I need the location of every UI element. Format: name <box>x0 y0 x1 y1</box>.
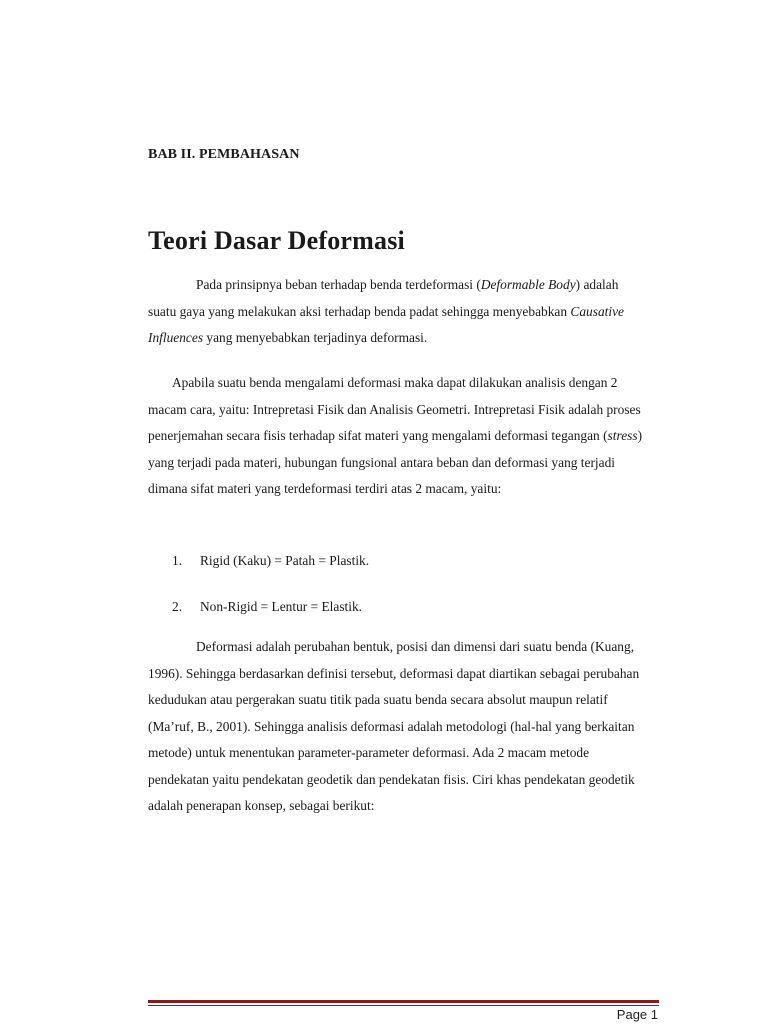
section-title: Teori Dasar Deformasi <box>148 226 405 255</box>
paragraph-1-italic-b: Causative Influences <box>148 303 624 345</box>
paragraph-2-italic-a: stress <box>607 428 638 443</box>
paragraph-2-text-b: ) yang terjadi pada materi, hubungan fungsional antara beban dan deformasi yang terjadi dimana sifat materi yang terdeformasi terdiri atas 2 macam, yaitu: <box>148 428 643 496</box>
paragraph-1-text-b: ) adalah suatu gaya yang melakukan aksi terhadap benda padat sehingga menyebabkan <box>148 277 619 319</box>
list-item-text: Non-Rigid = Lentur = Elastik. <box>200 599 363 614</box>
chapter-heading: BAB II. PEMBAHASAN <box>148 147 300 162</box>
list-item <box>172 597 362 617</box>
footer-rule <box>148 1000 659 1003</box>
list-item-text: Rigid (Kaku) = Patah = Plastik. <box>200 553 370 568</box>
paragraph-3-text: Deformasi adalah perubahan bentuk, posisi dan dimensi dari suatu benda (Kuang, 1996). Sehingga berdasarkan definisi tersebut, deformasi dapat diartikan sebagai perubahan kedudukan atau pergerakan suatu titik pada suatu benda secara absolut maupun relatif (Ma’ruf, B., 2001). Sehingga analisis deformasi adalah metodologi (hal-hal yang berkaitan metode) untuk menentukan parameter-parameter deformasi. Ada 2 macam metode pendekatan yaitu pendekatan geodetik dan pendekatan fisis. Ciri khas pendekatan geodetik adalah penerapan konsep, sebagai berikut: <box>148 639 640 813</box>
paragraph-1 <box>148 272 648 352</box>
list-item <box>172 551 369 571</box>
paragraph-1-text-a: Pada prinsipnya beban terhadap benda terdeformasi ( <box>196 277 481 292</box>
paragraph-3 <box>148 634 648 820</box>
paragraph-2 <box>148 370 648 503</box>
paragraph-1-italic-a: Deformable Body <box>480 277 576 292</box>
paragraph-2-text-a: Apabila suatu benda mengalami deformasi maka dapat dilakukan analisis dengan 2 macam cara, yaitu: Intrepretasi Fisik dan Analisis Geometri. Intrepretasi Fisik adalah proses penerjemahan secara fisis terhadap sifat materi yang mengalami deformasi tegangan ( <box>148 375 641 443</box>
list-item-number: 1. <box>172 553 183 568</box>
page-number: Page 1 <box>616 1007 658 1022</box>
list-item-number: 2. <box>172 599 183 614</box>
paragraph-1-text-c: yang menyebabkan terjadinya deformasi. <box>203 330 428 345</box>
footer-rule-thin <box>148 1005 659 1006</box>
